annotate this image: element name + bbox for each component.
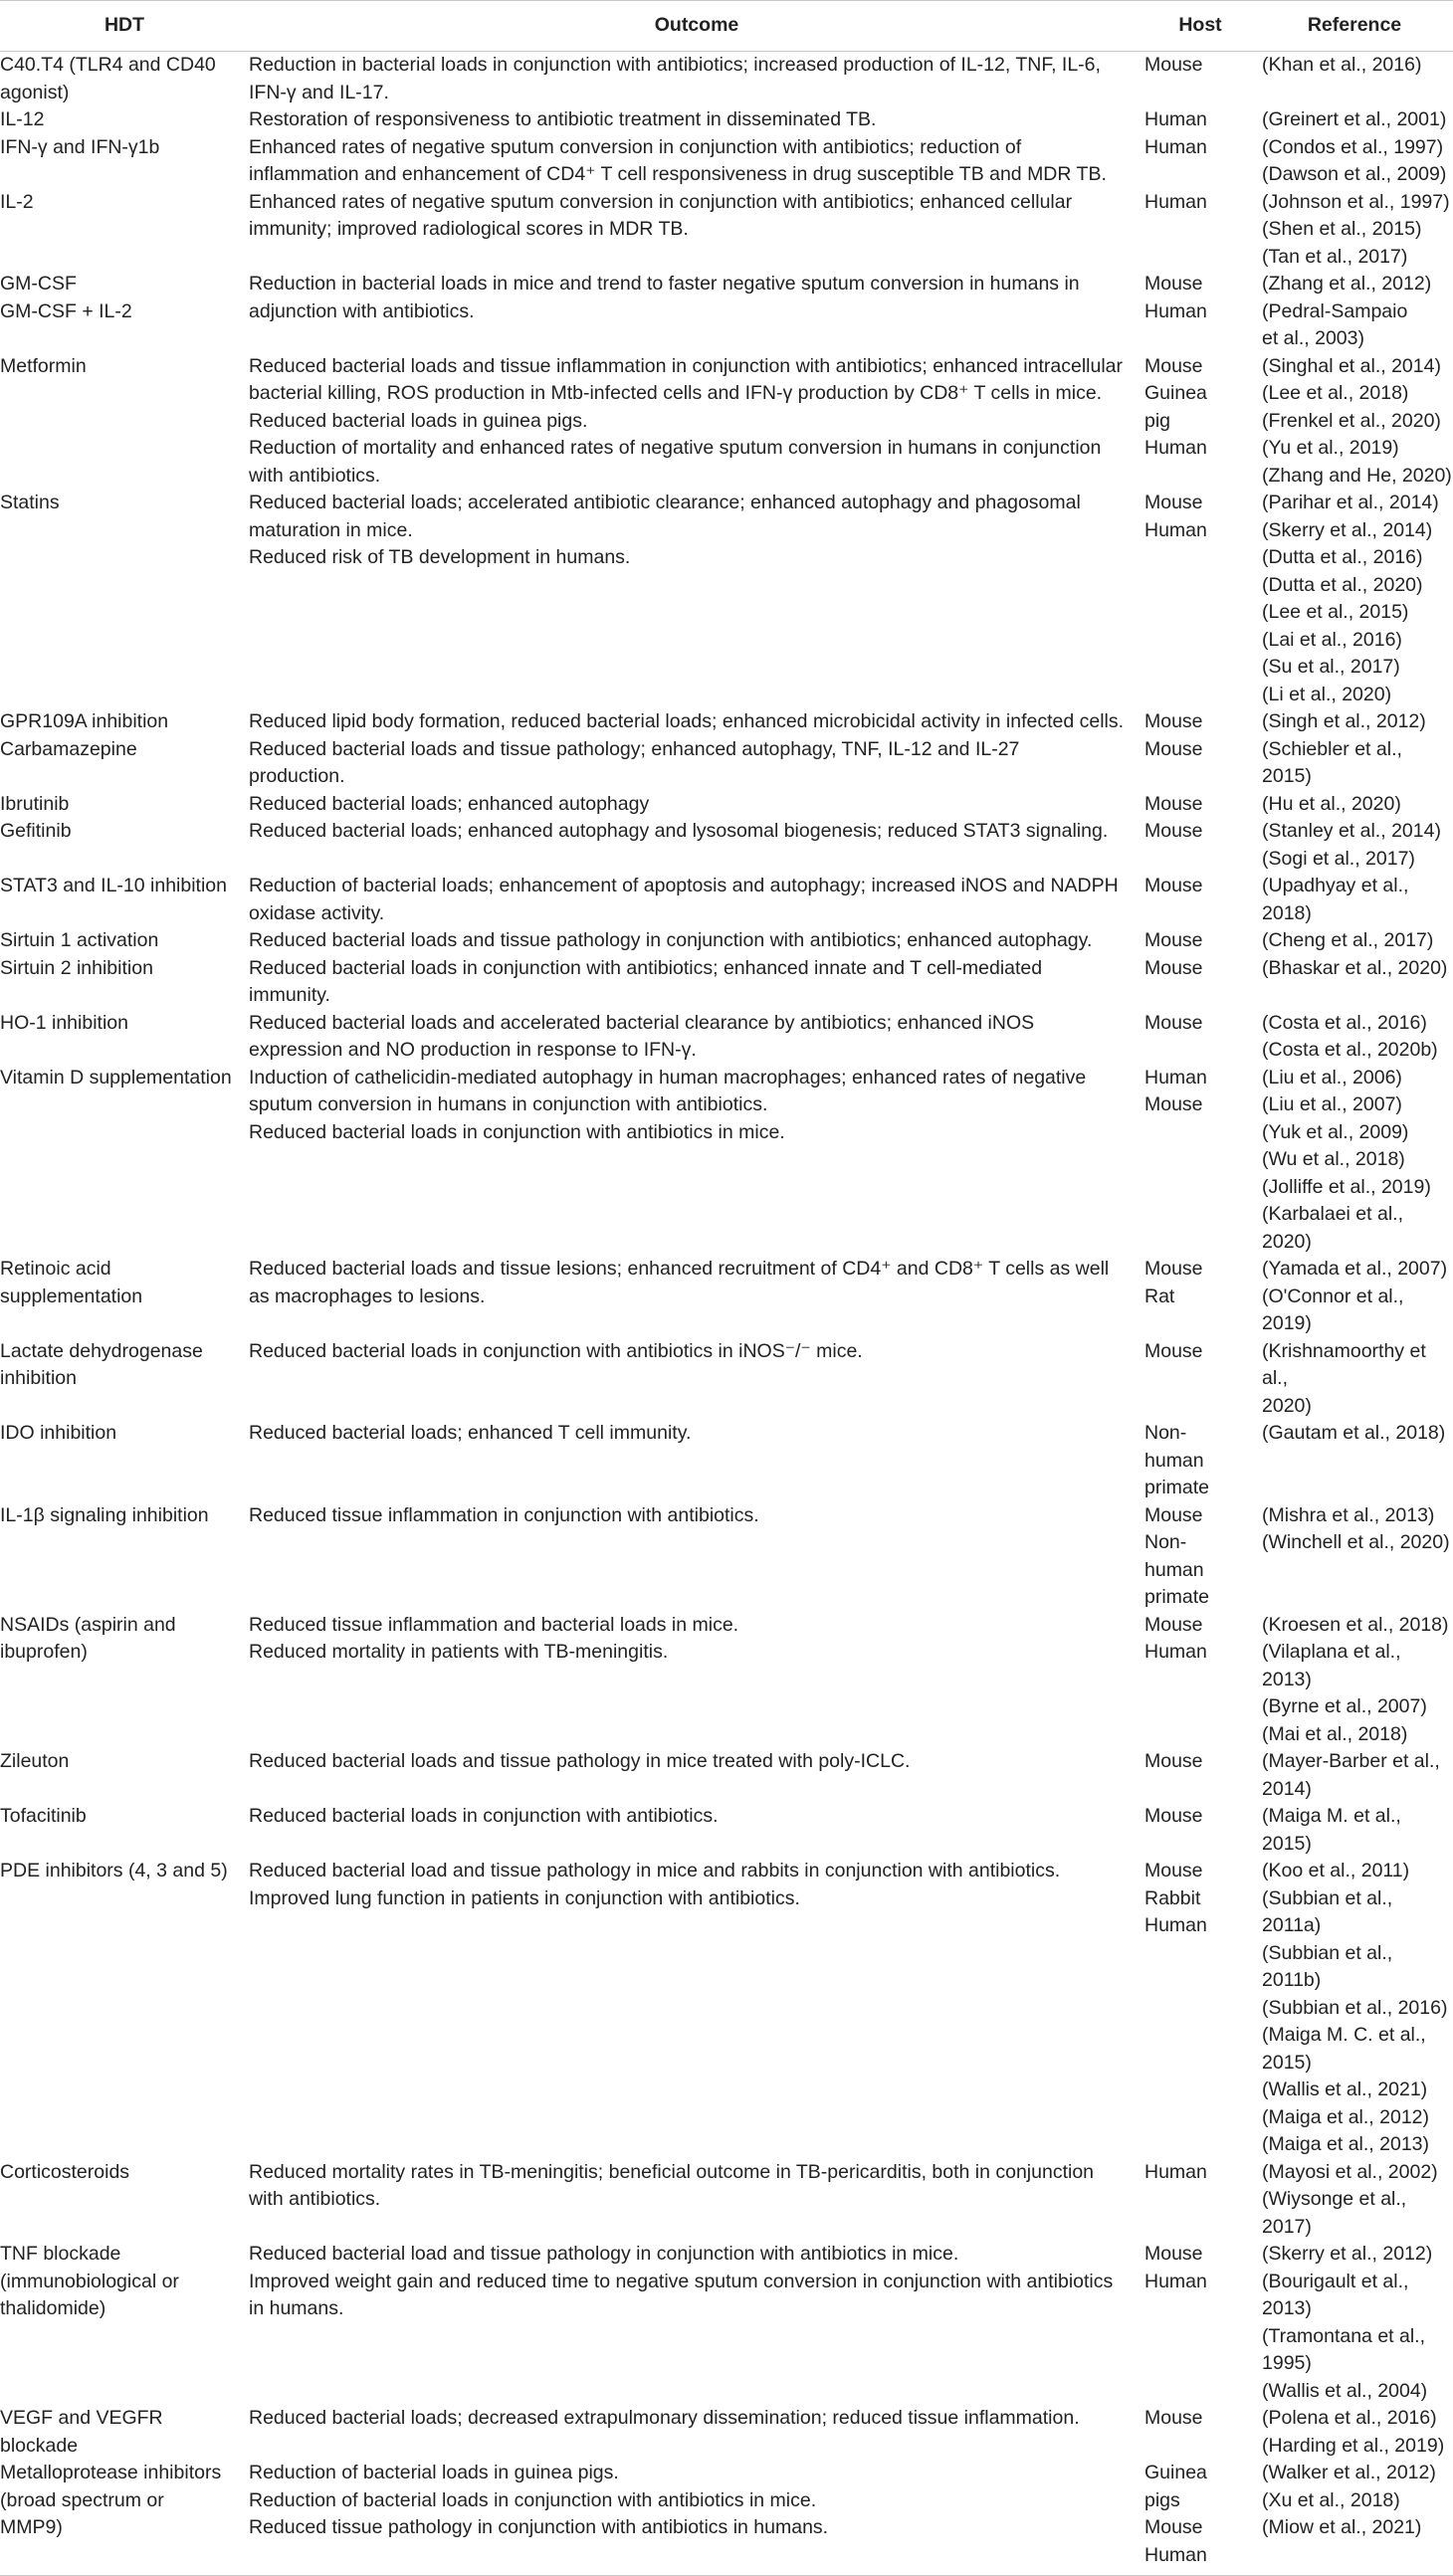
- header-reference: Reference: [1256, 1, 1453, 52]
- table-row: [0, 955, 1453, 1010]
- cell-reference: (Mishra et al., 2013) (Winchell et al., 2020): [1262, 1503, 1450, 1553]
- cell-outcome: Reduced tissue inflammation in conjunction with antibiotics.: [249, 1503, 759, 1526]
- cell-host: Human Mouse: [1144, 1066, 1207, 1115]
- cell-host: Mouse: [1144, 2407, 1203, 2429]
- table-row: [0, 1612, 1453, 1749]
- cell-hdt: Sirtuin 1 activation: [0, 929, 159, 951]
- table-row: [0, 708, 1453, 736]
- cell-outcome: Reduction of bacterial loads in guinea pigs. Reduction of bacterial loads in conjunction with antibiotics in mice. Reduced tissue pathology in conjunction with antibiotics in humans.: [249, 2460, 1144, 2576]
- cell-host: Human: [1144, 2160, 1207, 2183]
- cell-outcome: Enhanced rates of negative sputum conversion in conjunction with antibiotics; enhanced cellular immunity; improved radiological scores in MDR TB.: [249, 190, 1073, 240]
- cell-outcome: Reduced bacterial loads and tissue lesions; enhanced recruitment of CD4⁺ and CD8⁺ T cells as well as macrophages to lesions.: [249, 1258, 1110, 1307]
- cell-hdt: Tofacitinib: [0, 1805, 87, 1827]
- cell-hdt: Vitamin D supplementation: [0, 1066, 232, 1089]
- cell-host: Mouse: [1144, 710, 1203, 732]
- cell-outcome: Induction of cathelicidin-mediated autophagy in human macrophages; enhanced rates of negative sputum conversion in humans in conjunction with antibiotics. Reduced bacterial loads in conjunction with antibiotics in mice.: [249, 1066, 1087, 1143]
- table-header-row: [0, 1, 1453, 52]
- table-row: [0, 353, 1453, 491]
- table-row: [0, 873, 1453, 927]
- cell-hdt: Ibrutinib: [0, 792, 70, 815]
- cell-reference: (Mayosi et al., 2002) (Wiysonge et al., 2017): [1262, 2160, 1438, 2238]
- cell-hdt: Statins: [0, 492, 60, 513]
- table-row: [0, 927, 1453, 955]
- cell-host: Mouse: [1144, 875, 1203, 896]
- table-row: [0, 134, 1453, 189]
- cell-host: Human: [1144, 108, 1207, 130]
- cell-hdt: Corticosteroids: [0, 2160, 130, 2183]
- cell-hdt: Retinoic acid supplementation: [0, 1258, 143, 1307]
- cell-reference: (Liu et al., 2006) (Liu et al., 2007) (Yuk et al., 2009) (Wu et al., 2018) (Jolliffe et al., 2019) (Karbalaei et al., 2020): [1262, 1066, 1431, 1253]
- cell-reference: (Schiebler et al., 2015): [1262, 737, 1402, 787]
- cell-outcome: Reduced bacterial loads; enhanced autophagy and lysosomal biogenesis; reduced STAT3 signaling.: [249, 820, 1109, 842]
- cell-outcome: Reduced bacterial loads and tissue pathology in conjunction with antibiotics; enhanced autophagy.: [249, 929, 1093, 951]
- table-row: [0, 1858, 1453, 2159]
- table-row: [0, 1010, 1453, 1065]
- cell-outcome: Reduced bacterial load and tissue pathology in mice and rabbits in conjunction with antibiotics. Improved lung function in patients in conjunction with antibiotics.: [249, 1860, 1061, 1909]
- table-row: [0, 791, 1453, 819]
- table-row: [0, 736, 1453, 791]
- cell-reference: (Polena et al., 2016) (Harding et al., 2019): [1262, 2407, 1445, 2457]
- cell-outcome: Enhanced rates of negative sputum conversion in conjunction with antibiotics; reduction of inflammation and enhancement of CD4⁺ T cell responsiveness in drug susceptible TB and MDR TB.: [249, 135, 1107, 185]
- cell-reference: (Gautam et al., 2018): [1262, 1422, 1446, 1444]
- table-row: [0, 1502, 1453, 1612]
- table-row: [0, 189, 1453, 272]
- table-row: [0, 52, 1453, 107]
- cell-reference: (Singhal et al., 2014) (Lee et al., 2018) (Frenkel et al., 2020) (Yu et al., 2019) (Zhang and He, 2020): [1262, 354, 1452, 487]
- table-row: [0, 818, 1453, 873]
- cell-reference: (Zhang et al., 2012) (Pedral-Sampaio et al., 2003): [1262, 273, 1432, 349]
- cell-hdt: PDE inhibitors (4, 3 and 5): [0, 1860, 228, 1882]
- cell-reference: (Maiga M. et al., 2015): [1262, 1805, 1401, 1855]
- cell-host: Mouse Human: [1144, 273, 1207, 322]
- cell-host: Mouse: [1144, 1339, 1203, 1362]
- cell-hdt: VEGF and VEGFR blockade: [0, 2407, 163, 2457]
- cell-hdt: GM-CSF GM-CSF + IL-2: [0, 273, 132, 322]
- cell-hdt: STAT3 and IL-10 inhibition: [0, 875, 227, 896]
- cell-host: Non- human primate: [1144, 1422, 1210, 1498]
- cell-host: Mouse Rabbit Human: [1144, 1860, 1207, 1936]
- cell-outcome: Reduced bacterial loads and tissue pathology in mice treated with poly-ICLC.: [249, 1750, 911, 1772]
- table-row: [0, 2241, 1453, 2405]
- cell-outcome: Reduced tissue inflammation and bacterial loads in mice. Reduced mortality in patients with TB-meningitis.: [249, 1613, 739, 1663]
- table-row: [0, 2405, 1453, 2460]
- cell-host: Mouse: [1144, 1750, 1203, 1772]
- cell-reference: (Costa et al., 2016) (Costa et al., 2020b): [1262, 1011, 1438, 1061]
- table-row: [0, 1256, 1453, 1338]
- table-row: [0, 490, 1453, 708]
- cell-host: Mouse Rat: [1144, 1258, 1203, 1307]
- cell-host: Mouse: [1144, 792, 1203, 815]
- cell-outcome: Reduction in bacterial loads in conjunction with antibiotics; increased production of IL-12, TNF, IL-6, IFN-γ and IL-17.: [249, 54, 1101, 103]
- cell-reference: (Greinert et al., 2001): [1262, 108, 1447, 130]
- cell-reference: (Walker et al., 2012) (Xu et al., 2018) (Miow et al., 2021): [1256, 2460, 1453, 2576]
- cell-host: Human: [1144, 135, 1207, 158]
- cell-reference: (Bhaskar et al., 2020): [1262, 956, 1448, 979]
- cell-hdt: GPR109A inhibition: [0, 710, 169, 732]
- cell-reference: (Mayer-Barber et al., 2014): [1262, 1750, 1440, 1800]
- cell-hdt: Sirtuin 2 inhibition: [0, 956, 153, 979]
- cell-outcome: Reduction of bacterial loads; enhancement of apoptosis and autophagy; increased iNOS and NADPH oxidase activity.: [249, 875, 1119, 924]
- table-row: [0, 271, 1453, 353]
- cell-outcome: Reduction in bacterial loads in mice and trend to faster negative sputum conversion in humans in adjunction with antibiotics.: [249, 273, 1080, 322]
- cell-hdt: Metformin: [0, 354, 87, 377]
- table-row: [0, 1065, 1453, 1257]
- cell-reference: (Singh et al., 2012): [1262, 710, 1426, 732]
- cell-reference: (Skerry et al., 2012) (Bourigault et al., 2013) (Tramontana et al., 1995) (Wallis et al., 2004): [1262, 2243, 1433, 2402]
- cell-reference: (Parihar et al., 2014) (Skerry et al., 2014) (Dutta et al., 2016) (Dutta et al., 2020) (Lee et al., 2015) (Lai et al., 2016) (Su et al., 2017) (Li et al., 2020): [1262, 492, 1439, 705]
- cell-reference: (Yamada et al., 2007) (O'Connor et al., 2019): [1262, 1258, 1448, 1334]
- cell-host: Mouse Human: [1144, 1613, 1207, 1663]
- cell-outcome: Reduced bacterial loads and tissue pathology; enhanced autophagy, TNF, IL-12 and IL-27 production.: [249, 737, 1020, 787]
- cell-reference: (Stanley et al., 2014) (Sogi et al., 2017): [1262, 820, 1441, 870]
- cell-outcome: Reduced bacterial loads and accelerated bacterial clearance by antibiotics; enhanced iNOS expression and NO production in response to IFN-γ.: [249, 1011, 1035, 1061]
- cell-outcome: Reduced bacterial loads in conjunction with antibiotics.: [249, 1805, 719, 1827]
- table-row: [0, 1338, 1453, 1421]
- header-hdt: HDT: [0, 1, 249, 52]
- table-row: [0, 1803, 1453, 1858]
- cell-host: Mouse Guinea pig Human: [1144, 354, 1207, 459]
- cell-hdt: Lactate dehydrogenase inhibition: [0, 1339, 203, 1389]
- cell-reference: (Koo et al., 2011) (Subbian et al., 2011a) (Subbian et al., 2011b) (Subbian et al., 2016) (Maiga M. C. et al., 2015) (Wallis et al., 2021) (Maiga et al., 2012) (Maiga et al., 2013): [1262, 1860, 1448, 2155]
- cell-outcome: Reduced bacterial loads; enhanced T cell immunity.: [249, 1422, 692, 1444]
- cell-hdt: C40.T4 (TLR4 and CD40 agonist): [0, 54, 216, 103]
- cell-host: Mouse: [1144, 956, 1203, 979]
- cell-hdt: NSAIDs (aspirin and ibuprofen): [0, 1613, 176, 1663]
- cell-reference: (Kroesen et al., 2018) (Vilaplana et al., 2013) (Byrne et al., 2007) (Mai et al., 2018): [1262, 1613, 1449, 1745]
- cell-reference: (Krishnamoorthy et al., 2020): [1262, 1339, 1426, 1417]
- header-host: Host: [1144, 1, 1256, 52]
- cell-hdt: Metalloprotease inhibitors (broad spectrum or MMP9): [0, 2460, 249, 2576]
- cell-host: Mouse: [1144, 1805, 1203, 1827]
- cell-reference: (Hu et al., 2020): [1262, 792, 1401, 815]
- cell-reference: (Upadhyay et al., 2018): [1262, 875, 1409, 924]
- cell-reference: (Condos et al., 1997) (Dawson et al., 2009): [1262, 135, 1447, 185]
- cell-outcome: Restoration of responsiveness to antibiotic treatment in disseminated TB.: [249, 108, 877, 130]
- cell-reference: (Khan et al., 2016): [1262, 54, 1422, 76]
- cell-hdt: Zileuton: [0, 1750, 70, 1772]
- cell-host: Mouse: [1144, 737, 1203, 760]
- cell-outcome: Reduced mortality rates in TB-meningitis; beneficial outcome in TB-pericarditis, both in conjunction with antibiotics.: [249, 2160, 1095, 2210]
- cell-hdt: IFN-γ and IFN-γ1b: [0, 135, 160, 158]
- cell-hdt: IL-12: [0, 108, 45, 130]
- cell-outcome: Reduced bacterial loads and tissue inflammation in conjunction with antibiotics; enhanced intracellular bacterial killing, ROS production in Mtb-infected cells and IFN-γ production by CD8⁺ T cells in mice. Reduced bacterial loads in guinea pigs. Reduction of mortality and enhanced rates of negative sputum conversion in humans in conjunction with antibiotics.: [249, 354, 1124, 487]
- cell-host: Human: [1144, 190, 1207, 213]
- cell-host: Mouse Human: [1144, 492, 1207, 541]
- cell-host: Mouse: [1144, 820, 1203, 842]
- cell-outcome: Reduced bacterial load and tissue pathology in conjunction with antibiotics in mice. Improved weight gain and reduced time to negative sputum conversion in conjunction with antibiotics in humans.: [249, 2243, 1114, 2319]
- cell-outcome: Reduced bacterial loads; accelerated antibiotic clearance; enhanced autophagy and phagosomal maturation in mice. Reduced risk of TB development in humans.: [249, 492, 1081, 568]
- cell-host: Mouse Non- human primate: [1144, 1503, 1210, 1608]
- cell-hdt: IL-1β signaling inhibition: [0, 1503, 209, 1526]
- cell-reference: (Cheng et al., 2017): [1262, 929, 1434, 951]
- cell-outcome: Reduced lipid body formation, reduced bacterial loads; enhanced microbicidal activity in infected cells.: [249, 710, 1125, 732]
- table-row: [0, 1748, 1453, 1803]
- cell-outcome: Reduced bacterial loads in conjunction with antibiotics in iNOS⁻/⁻ mice.: [249, 1339, 863, 1362]
- table-row: [0, 106, 1453, 134]
- header-outcome: Outcome: [249, 1, 1144, 52]
- cell-hdt: IDO inhibition: [0, 1422, 117, 1444]
- cell-host: Mouse: [1144, 54, 1203, 76]
- table-row: [0, 1420, 1453, 1502]
- table-row: [0, 2159, 1453, 2242]
- cell-host: Mouse Human: [1144, 2243, 1207, 2292]
- cell-outcome: Reduced bacterial loads; decreased extrapulmonary dissemination; reduced tissue inflammation.: [249, 2407, 1080, 2429]
- cell-host: Guinea pigs Mouse Human: [1144, 2460, 1256, 2576]
- table-body: [0, 52, 1453, 2576]
- cell-reference: (Johnson et al., 1997) (Shen et al., 2015) (Tan et al., 2017): [1262, 190, 1450, 268]
- cell-host: Mouse: [1144, 1011, 1203, 1034]
- cell-hdt: IL-2: [0, 190, 34, 213]
- cell-host: Mouse: [1144, 929, 1203, 951]
- cell-hdt: TNF blockade (immunobiological or thalidomide): [0, 2243, 179, 2319]
- table-row: [0, 2460, 1453, 2576]
- cell-outcome: Reduced bacterial loads; enhanced autophagy: [249, 792, 650, 815]
- cell-hdt: Gefitinib: [0, 820, 72, 842]
- cell-outcome: Reduced bacterial loads in conjunction with antibiotics; enhanced innate and T cell-mediated immunity.: [249, 956, 1043, 1006]
- cell-hdt: HO-1 inhibition: [0, 1011, 128, 1034]
- cell-hdt: Carbamazepine: [0, 737, 137, 760]
